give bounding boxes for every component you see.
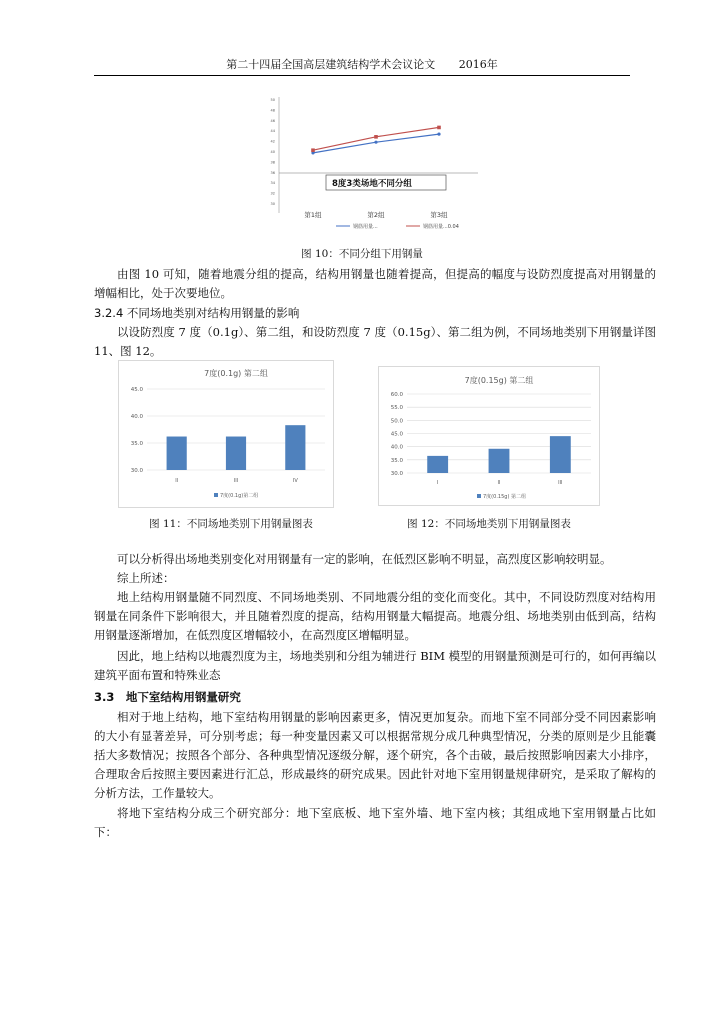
x-tick-label: II	[175, 478, 179, 484]
figure-10-caption: 图 10：不同分组下用钢量	[301, 248, 423, 260]
series-point	[437, 126, 441, 130]
y-tick-label: 35.0	[390, 457, 403, 464]
y-tick-label: 30	[270, 202, 275, 206]
section-3-2-4-heading: 3.2.4 不同场地类别对结构用钢量的影响	[94, 306, 300, 320]
figure-10-chart	[258, 95, 480, 233]
y-tick-label: 40	[270, 150, 275, 154]
legend-label: 钢筋用量...	[353, 224, 378, 230]
legend-label: 7度(0.15g) 第二组	[483, 494, 526, 500]
x-tick-label: II	[497, 480, 501, 486]
paragraph-5: 地上结构用钢量随不同烈度、不同场地类别、不同地震分组的变化而变化。其中，不同设防烈度对结构用钢量在同条件下影响很大，并且随着烈度的提高，结构用钢量大幅提高。地震分组、场地类别由低到高，结构用钢量逐渐增加，在低烈度区增幅较小，在高烈度区增幅明显。	[94, 590, 656, 642]
figure-10-svg	[258, 95, 480, 233]
legend-label: 7度(0.1g)第二组	[220, 493, 259, 499]
x-tick-label: 第1组	[304, 211, 322, 219]
y-tick-label: 30.0	[130, 468, 143, 474]
section-3-3-heading: 3.3 地下室结构用钢量研究	[94, 690, 241, 704]
y-tick-label: 35.0	[130, 441, 143, 447]
legend-swatch	[214, 493, 218, 497]
figure-12-chart	[378, 366, 600, 506]
y-tick-label: 40.0	[390, 444, 403, 451]
y-tick-label: 45.0	[390, 431, 403, 438]
paragraph-6: 因此，地上结构以地震烈度为主，场地类别和分组为辅进行 BIM 模型的用钢量预测是可行的，如何再编以建筑平面布置和特殊业态	[94, 649, 656, 682]
figure-11-caption: 图 11：不同场地类别下用钢量图表	[149, 518, 313, 530]
paragraph-4: 综上所述：	[117, 571, 175, 585]
figure-11-chart	[118, 360, 334, 508]
x-tick-label: 第3组	[430, 211, 448, 219]
y-tick-label: 55.0	[390, 405, 403, 412]
paragraph-7: 相对于地上结构，地下室结构用钢量的影响因素更多，情况更加复杂。而地下室不同部分受不同因素影响的大小有显著差异，可分别考虑；每一种变量因素又可以根据常规分成几种典型情况，分类的原则是少且能囊括大多数情况；按照各个部分、各种典型情况逐级分解，逐个研究，各个击破，最后按照影响因素大小排序，合理取舍后按照主要因素进行汇总，形成最终的研究成果。因此针对地下室用钢量规律研究，是采取了解构的分析方法，工作量较大。	[94, 710, 656, 800]
y-tick-label: 42	[270, 139, 275, 144]
figure-12-caption: 图 12：不同场地类别下用钢量图表	[407, 518, 571, 530]
bar	[285, 425, 305, 470]
x-tick-label: 第2组	[367, 211, 385, 219]
bar	[167, 437, 187, 470]
x-tick-label: IV	[292, 478, 298, 484]
chart-title: 7度(0.15g) 第二组	[464, 376, 534, 385]
y-tick-label: 36	[270, 170, 275, 175]
figure-11-svg	[119, 361, 333, 507]
y-tick-label: 50	[270, 98, 275, 102]
paragraph-8: 将地下室结构分成三个研究部分：地下室底板、地下室外墙、地下室内核；其组成地下室用钢量占比如下：	[94, 806, 656, 839]
paragraph-3: 可以分析得出场地类别变化对用钢量有一定的影响，在低烈区影响不明显，高烈度区影响较明显。	[117, 552, 612, 566]
paragraph-2: 以设防烈度 7 度（0.1g）、第二组，和设防烈度 7 度（0.15g）、第二组为例，不同场地类别下用钢量详图 11、图 12。	[94, 325, 656, 358]
bar	[550, 436, 571, 473]
x-tick-label: III	[558, 480, 563, 486]
y-tick-label: 38	[270, 160, 275, 165]
bar	[427, 456, 448, 473]
y-tick-label: 30.0	[390, 471, 403, 477]
year: 2016年	[458, 58, 498, 71]
conference-name: 第二十四届全国高层建筑结构学术会议论文	[226, 58, 436, 71]
series-point	[311, 148, 315, 152]
running-header	[94, 58, 630, 76]
figure-12-svg	[379, 367, 599, 505]
y-tick-label: 46	[270, 118, 275, 123]
y-tick-label: 34	[270, 181, 275, 186]
chart-title: 7度(0.1g) 第二组	[204, 369, 268, 378]
x-tick-label: III	[233, 478, 239, 484]
y-tick-label: 60.0	[390, 392, 403, 398]
chart-title: 8度3类场地不同分组	[332, 179, 412, 189]
y-tick-label: 45.0	[130, 387, 143, 393]
series-line	[313, 127, 439, 150]
bar	[226, 437, 246, 470]
series-point	[374, 135, 378, 139]
legend-label: 钢筋用量...0.04	[423, 224, 459, 230]
y-tick-label: 32	[270, 191, 275, 196]
y-tick-label: 50.0	[390, 418, 403, 425]
y-tick-label: 40.0	[130, 414, 143, 420]
y-tick-label: 48	[270, 108, 275, 113]
x-tick-label: I	[436, 480, 439, 486]
bar	[489, 449, 510, 473]
series-point	[374, 141, 377, 144]
series-point	[437, 133, 440, 136]
paragraph-1: 由图 10 可知，随着地震分组的提高，结构用钢量也随着提高，但提高的幅度与设防烈度提高对用钢量的增幅相比，处于次要地位。	[94, 267, 656, 300]
legend-swatch	[477, 494, 481, 498]
y-tick-label: 44	[270, 129, 275, 134]
